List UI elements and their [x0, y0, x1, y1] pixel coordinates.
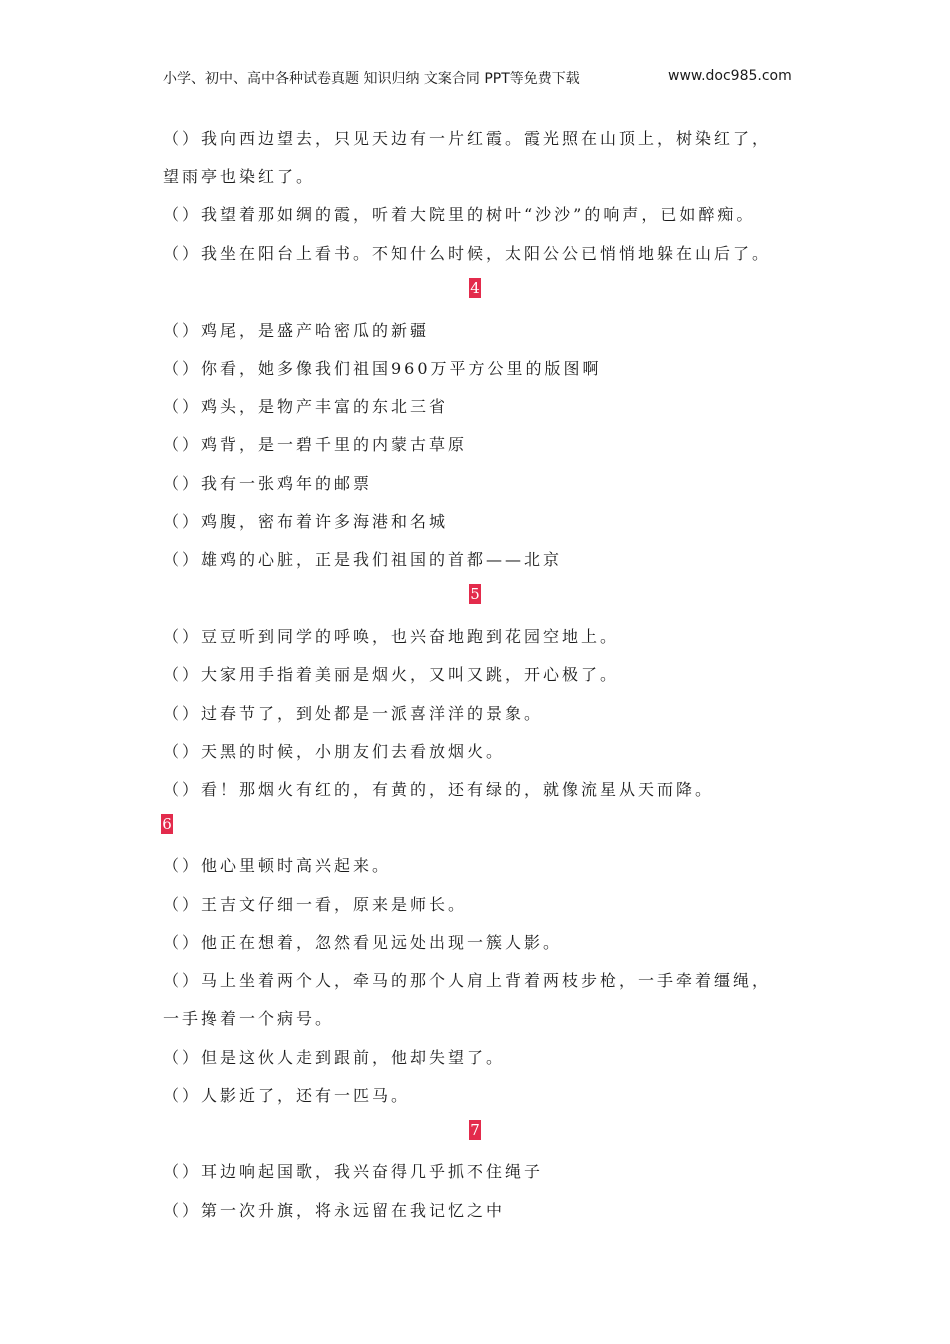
- exercise-line: （）人影近了，还有一匹马。: [163, 1086, 411, 1105]
- exercise-line: 一手搀着一个病号。: [163, 1009, 335, 1028]
- exercise-line: （）王吉文仔细一看，原来是师长。: [163, 895, 468, 914]
- exercise-line: （）我坐在阳台上看书。不知什么时候，太阳公公已悄悄地躲在山后了。: [163, 244, 772, 263]
- exercise-line: （）但是这伙人走到跟前，他却失望了。: [163, 1048, 506, 1067]
- exercise-line: （）豆豆听到同学的呼唤，也兴奋地跑到花园空地上。: [163, 627, 620, 646]
- exercise-line: （）天黑的时候，小朋友们去看放烟火。: [163, 742, 506, 761]
- exercise-line: （）鸡腹，密布着许多海港和名城: [163, 512, 449, 531]
- exercise-line: （）我向西边望去，只见天边有一片红霞。霞光照在山顶上，树染红了，: [163, 129, 772, 148]
- exercise-line: （）鸡头，是物产丰富的东北三省: [163, 397, 449, 416]
- exercise-line: 望雨亭也染红了。: [163, 167, 316, 186]
- exercise-line: （）看！那烟火有红的，有黄的，还有绿的，就像流星从天而降。: [163, 780, 715, 799]
- section-number-badge: 4: [470, 279, 480, 297]
- header-website: www.doc985.com: [668, 68, 792, 84]
- exercise-line: （）雄鸡的心脏，正是我们祖国的首都——北京: [163, 550, 563, 569]
- section-number-badge: 7: [470, 1121, 480, 1139]
- exercise-line: （）耳边响起国歌，我兴奋得几乎抓不住绳子: [163, 1162, 544, 1181]
- exercise-line: （）马上坐着两个人，牵马的那个人肩上背着两枝步枪，一手牵着缰绳，: [163, 971, 772, 990]
- section-number-badge: 6: [162, 815, 172, 833]
- exercise-line: （）他正在想着，忽然看见远处出现一簇人影。: [163, 933, 563, 952]
- exercise-line: （）他心里顿时高兴起来。: [163, 856, 392, 875]
- exercise-line: （）我望着那如绸的霞，听着大院里的树叶“沙沙”的响声，已如醉痴。: [163, 205, 756, 224]
- exercise-line: （）大家用手指着美丽是烟火，又叫又跳，开心极了。: [163, 665, 620, 684]
- exercise-line: （）鸡背，是一碧千里的内蒙古草原: [163, 435, 468, 454]
- exercise-line: （）我有一张鸡年的邮票: [163, 474, 373, 493]
- exercise-line: （）鸡尾，是盛产哈密瓜的新疆: [163, 321, 430, 340]
- exercise-line: （）第一次升旗，将永远留在我记忆之中: [163, 1201, 506, 1220]
- exercise-line: （）过春节了，到处都是一派喜洋洋的景象。: [163, 704, 544, 723]
- header-promo-text: 小学、初中、高中各种试卷真题 知识归纳 文案合同 PPT等免费下载: [163, 71, 580, 87]
- section-number-badge: 5: [470, 585, 480, 603]
- exercise-line: （）你看，她多像我们祖国960万平方公里的版图啊: [163, 359, 602, 378]
